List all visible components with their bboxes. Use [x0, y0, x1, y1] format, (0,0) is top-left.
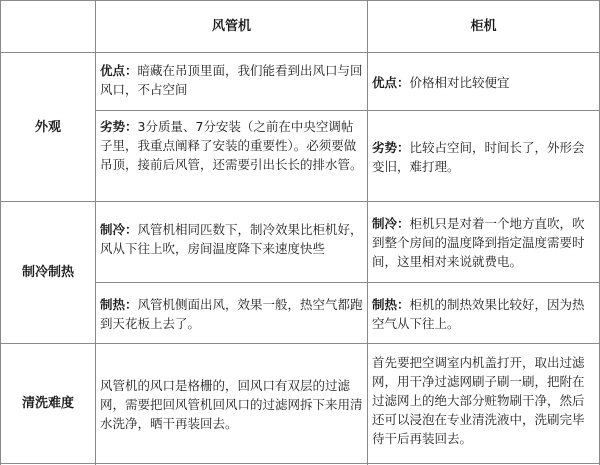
cell-text: 风管机相同匹数下，制冷效果比柜机好，风从下往上吹，房间温度降下来速度快些	[100, 222, 363, 256]
cell-text: 柜机的制热效果比较好，因为热空气从下往上。	[372, 296, 585, 331]
cell-label: 制冷：	[372, 216, 410, 231]
header-col1-label: 风管机	[211, 19, 251, 34]
cell-text: 首先要把空调室内机盖打开，取出过滤网，用干净过滤网刷子刷一刷，把附在过滤网上的绝大部分赃物刷干净，然后还可以浸泡在专业清洗液中，洗刷完毕待干后再装回去。	[372, 355, 585, 446]
cell-label: 制热：	[100, 296, 138, 312]
table-cell	[368, 344, 599, 463]
table-cell	[96, 283, 367, 343]
cell-text: 比较占空间，时间长了，外形会变旧，难打理。	[372, 139, 585, 174]
table-cell	[96, 53, 367, 110]
header-col2	[368, 1, 599, 52]
cell-label: 制热：	[372, 296, 410, 312]
cell-text: 3分质量、7分安装（之前在中央空调帖子里，我重点阐释了安装的重要性）。必须要做吊顶，接前后风管，还需要引出长长的排水管。	[100, 119, 363, 172]
category-label: 制冷制热	[21, 265, 74, 280]
cell-label: 优点：	[372, 74, 410, 90]
header-col2-label: 柜机	[470, 19, 497, 34]
header-col1	[96, 1, 367, 52]
cell-text: 风管机的风口是格栅的，回风口有双层的过滤网，需要把回风管机回风口的过滤网拆下来用清水洗净，晒干再装回去。	[100, 377, 363, 431]
table-cell	[96, 344, 367, 463]
cell-text: 风管机侧面出风，效果一般，热空气都跑到天花板上去了。	[100, 296, 363, 331]
category-label: 外观	[34, 119, 61, 135]
table-cell	[368, 202, 599, 282]
category-cell	[1, 53, 95, 201]
cell-text: 柜机只是对着一个地方直吹，吹到整个房间的温度降到指定温度需要时间，这里相对来说就费电。	[372, 216, 585, 269]
cell-label: 制冷：	[100, 222, 138, 237]
cell-label: 劣势：	[100, 119, 138, 134]
cell-label: 优点：	[100, 63, 138, 78]
table-cell	[96, 111, 367, 201]
table-cell	[96, 202, 367, 282]
cell-label: 劣势：	[372, 139, 410, 155]
table-cell	[368, 283, 599, 343]
category-label: 清洗难度	[21, 396, 74, 411]
row-divider-bottom	[0, 463, 600, 464]
table-cell	[368, 111, 599, 201]
cell-text: 价格相对比较便宜	[409, 74, 510, 90]
cell-text: 暗藏在吊顶里面，我们能看到出风口与回风口，不占空间	[100, 63, 363, 97]
category-cell	[1, 202, 95, 343]
table-cell	[368, 53, 599, 110]
category-cell	[1, 344, 95, 463]
